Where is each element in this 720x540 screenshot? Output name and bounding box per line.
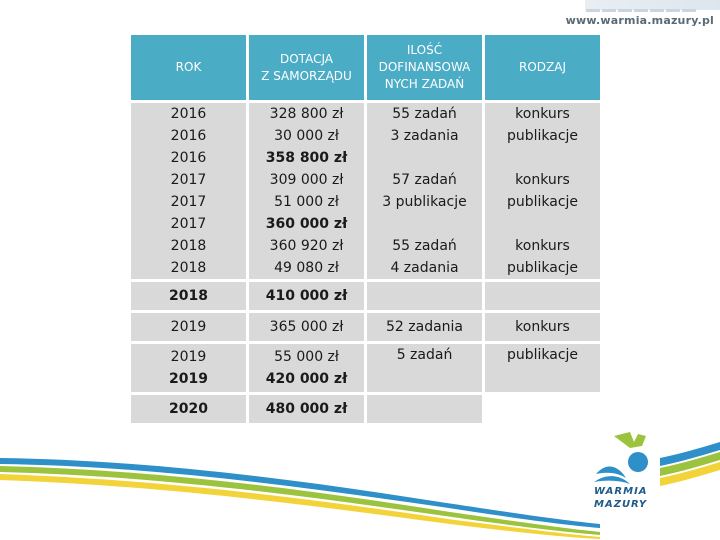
logo-sun (628, 452, 648, 472)
amount-total-cell: 480 000 zł (249, 395, 364, 423)
count-cell: 5 zadań (396, 347, 453, 363)
table-header-row (131, 35, 600, 100)
amount-cell: 49 080 zł (274, 260, 339, 276)
amount-cell: 328 800 zł (269, 106, 344, 122)
year-cell: 2017 (170, 216, 207, 232)
type-cell: publikacje (506, 194, 579, 210)
year-column-group (131, 103, 246, 279)
header-type: RODZAJ (485, 35, 600, 100)
type-cell: publikacje (506, 347, 579, 363)
amount-total-cell: 410 000 zł (249, 282, 364, 310)
year-cell: 2017 (170, 194, 207, 210)
count-cell (367, 147, 482, 169)
table-row (131, 313, 600, 341)
amount-cell: 309 000 zł (269, 172, 344, 188)
amount-cell: 360 920 zł (269, 238, 344, 254)
count-cell: 57 zadań (392, 172, 457, 188)
type-cell (485, 147, 600, 169)
count-cell: 52 zadania (367, 313, 482, 341)
count-cell (367, 395, 482, 423)
year-cell: 2018 (131, 282, 246, 310)
logo-text-mazury: MAZURY (594, 499, 648, 510)
count-cell (367, 213, 482, 235)
amount-cell: 55 000 zł (274, 349, 339, 365)
logo-wave2 (594, 476, 630, 484)
year-cell: 2018 (170, 260, 207, 276)
header-year: ROK (131, 35, 246, 100)
amount-cell: 51 000 zł (274, 194, 339, 210)
header-grant: DOTACJA Z SAMORZĄDU (249, 35, 364, 100)
site-url: www.warmia.mazury.pl (565, 14, 714, 27)
year-cell: 2016 (170, 128, 207, 144)
header-count: ILOŚĆ DOFINANSOWA NYCH ZADAŃ (367, 35, 482, 100)
type-cell: konkurs (515, 238, 570, 254)
year-cell: 2020 (131, 395, 246, 423)
type-column-group (485, 103, 600, 279)
year-column-group (131, 344, 246, 392)
count-column-group (367, 103, 482, 279)
amount-total-cell: 360 000 zł (265, 216, 348, 232)
count-cell: 3 publikacje (382, 194, 467, 210)
amount-total-cell: 358 800 zł (265, 150, 348, 166)
count-cell: 4 zadania (390, 260, 459, 276)
table-row (131, 395, 600, 423)
funding-table (128, 32, 603, 426)
type-column-group (485, 344, 600, 392)
type-cell: publikacje (506, 128, 579, 144)
year-cell: 2019 (170, 349, 207, 365)
type-cell: konkurs (515, 106, 570, 122)
type-cell (485, 395, 600, 423)
type-cell (485, 213, 600, 235)
logo-green-shape (614, 432, 646, 448)
type-cell: konkurs (515, 172, 570, 188)
year-cell: 2019 (131, 313, 246, 341)
year-cell: 2018 (170, 238, 207, 254)
year-cell: 2019 (169, 371, 208, 387)
table-row (131, 344, 600, 392)
amount-cell: 30 000 zł (274, 128, 339, 144)
type-cell (485, 282, 600, 310)
count-cell: 3 zadania (390, 128, 459, 144)
count-cell: 55 zadań (392, 106, 457, 122)
year-cell: 2017 (170, 172, 207, 188)
count-column-group (367, 344, 482, 392)
amount-cell: 365 000 zł (249, 313, 364, 341)
type-cell: publikacje (506, 260, 579, 276)
top-decoration (585, 0, 720, 10)
amount-column-group (249, 103, 364, 279)
logo-text-warmia: WARMIA (594, 486, 648, 497)
amount-column-group (249, 344, 364, 392)
table-row (131, 103, 600, 279)
count-cell (367, 282, 482, 310)
type-cell: konkurs (485, 313, 600, 341)
table-row (131, 282, 600, 310)
year-cell: 2016 (170, 150, 207, 166)
year-cell: 2016 (170, 106, 207, 122)
count-cell: 55 zadań (392, 238, 457, 254)
amount-total-cell: 420 000 zł (265, 371, 348, 387)
